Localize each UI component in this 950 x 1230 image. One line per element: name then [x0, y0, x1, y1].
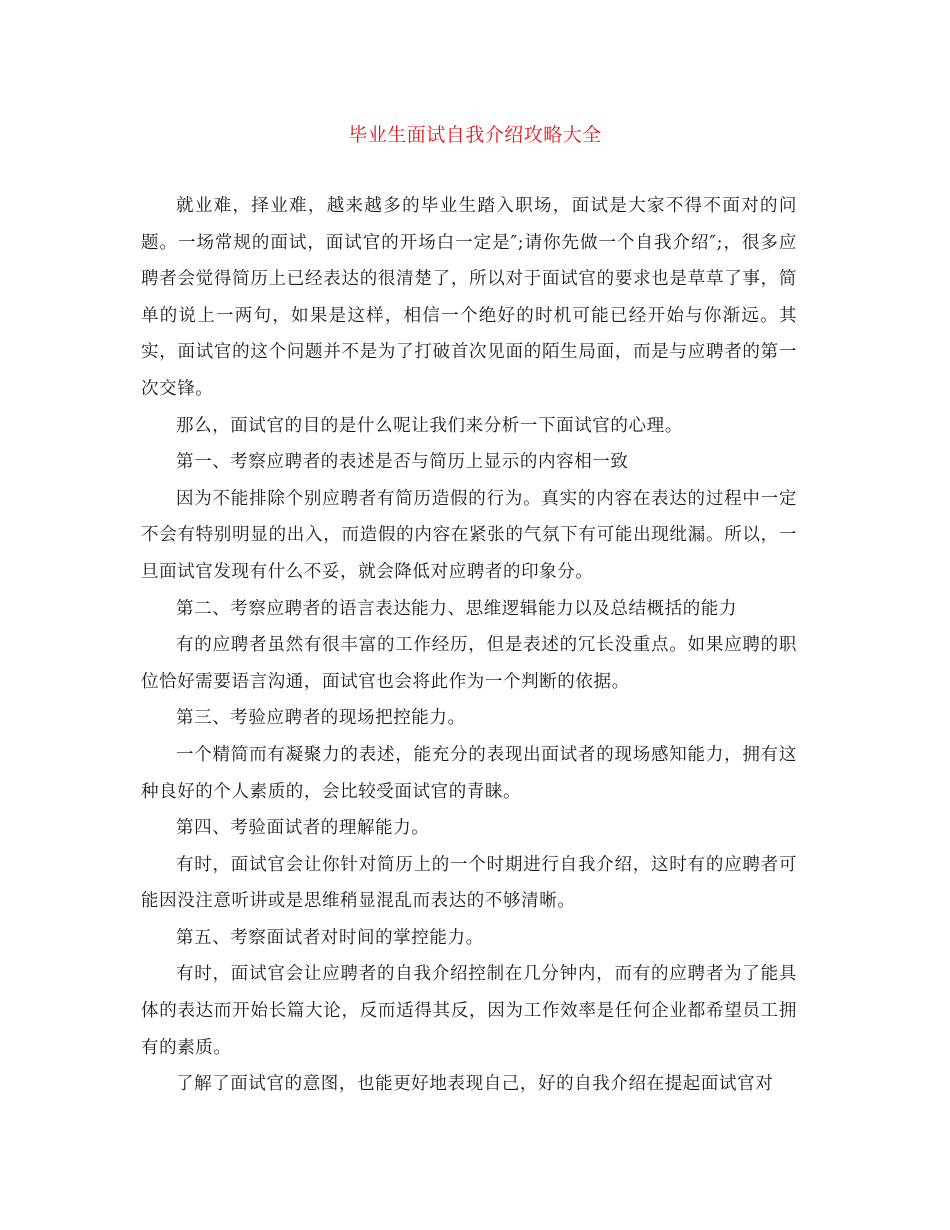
document-body — [141, 188, 797, 1103]
paragraph-intro: 就业难，择业难，越来越多的毕业生踏入职场，面试是大家不得不面对的问题。一场常规的面试，面试官的开场白一定是″;请你先做一个自我介绍″;，很多应聘者会觉得简历上已经表达的很清楚了，所以对于面试官的要求也是草草了事，简单的说上一两句，如果是这样，相信一个绝好的时机可能已经开始与你渐远。其实，面试官的这个问题并不是为了打破首次见面的陌生局面，而是与应聘者的第一次交锋。 — [141, 196, 797, 399]
paragraph-body-5: 有时，面试官会让应聘者的自我介绍控制在几分钟内，而有的应聘者为了能具体的表达而开始长篇大论，反而适得其反，因为工作效率是任何企业都希望员工拥有的素质。 — [141, 964, 797, 1058]
paragraph-body-3: 一个精简而有凝聚力的表述，能充分的表现出面试者的现场感知能力，拥有这种良好的个人素质的，会比较受面试官的青睐。 — [141, 744, 797, 802]
paragraph-question: 那么，面试官的目的是什么呢让我们来分析一下面试官的心理。 — [176, 415, 683, 436]
paragraph-body-2: 有的应聘者虽然有很丰富的工作经历，但是表述的冗长没重点。如果应聘的职位恰好需要语言沟通，面试官也会将此作为一个判断的依据。 — [141, 635, 797, 692]
paragraph-heading-2: 第二、考察应聘者的语言表达能力、思维逻辑能力以及总结概括的能力 — [176, 598, 738, 619]
paragraph-body-4: 有时，面试官会让你针对简历上的一个时期进行自我介绍，这时有的应聘者可能因没注意听讲或是思维稍显混乱而表达的不够清晰。 — [141, 854, 797, 912]
paragraph-heading-4: 第四、考验面试者的理解能力。 — [176, 818, 430, 839]
paragraph-heading-3: 第三、考验应聘者的现场把控能力。 — [176, 708, 466, 729]
paragraph-conclusion: 了解了面试官的意图，也能更好地表现自己，好的自我介绍在提起面试官对 — [176, 1074, 774, 1095]
paragraph-heading-1: 第一、考察应聘者的表述是否与简历上显示的内容相一致 — [176, 452, 629, 473]
document-title: 毕业生面试自我介绍攻略大全 — [348, 124, 602, 146]
paragraph-heading-5: 第五、考察面试者对时间的掌控能力。 — [176, 927, 484, 948]
paragraph-body-1: 因为不能排除个别应聘者有简历造假的行为。真实的内容在表达的过程中一定不会有特别明显的出入，而造假的内容在紧张的气氛下有可能出现纰漏。所以，一旦面试官发现有什么不妥，就会降低对应聘者的印象分。 — [141, 488, 797, 582]
